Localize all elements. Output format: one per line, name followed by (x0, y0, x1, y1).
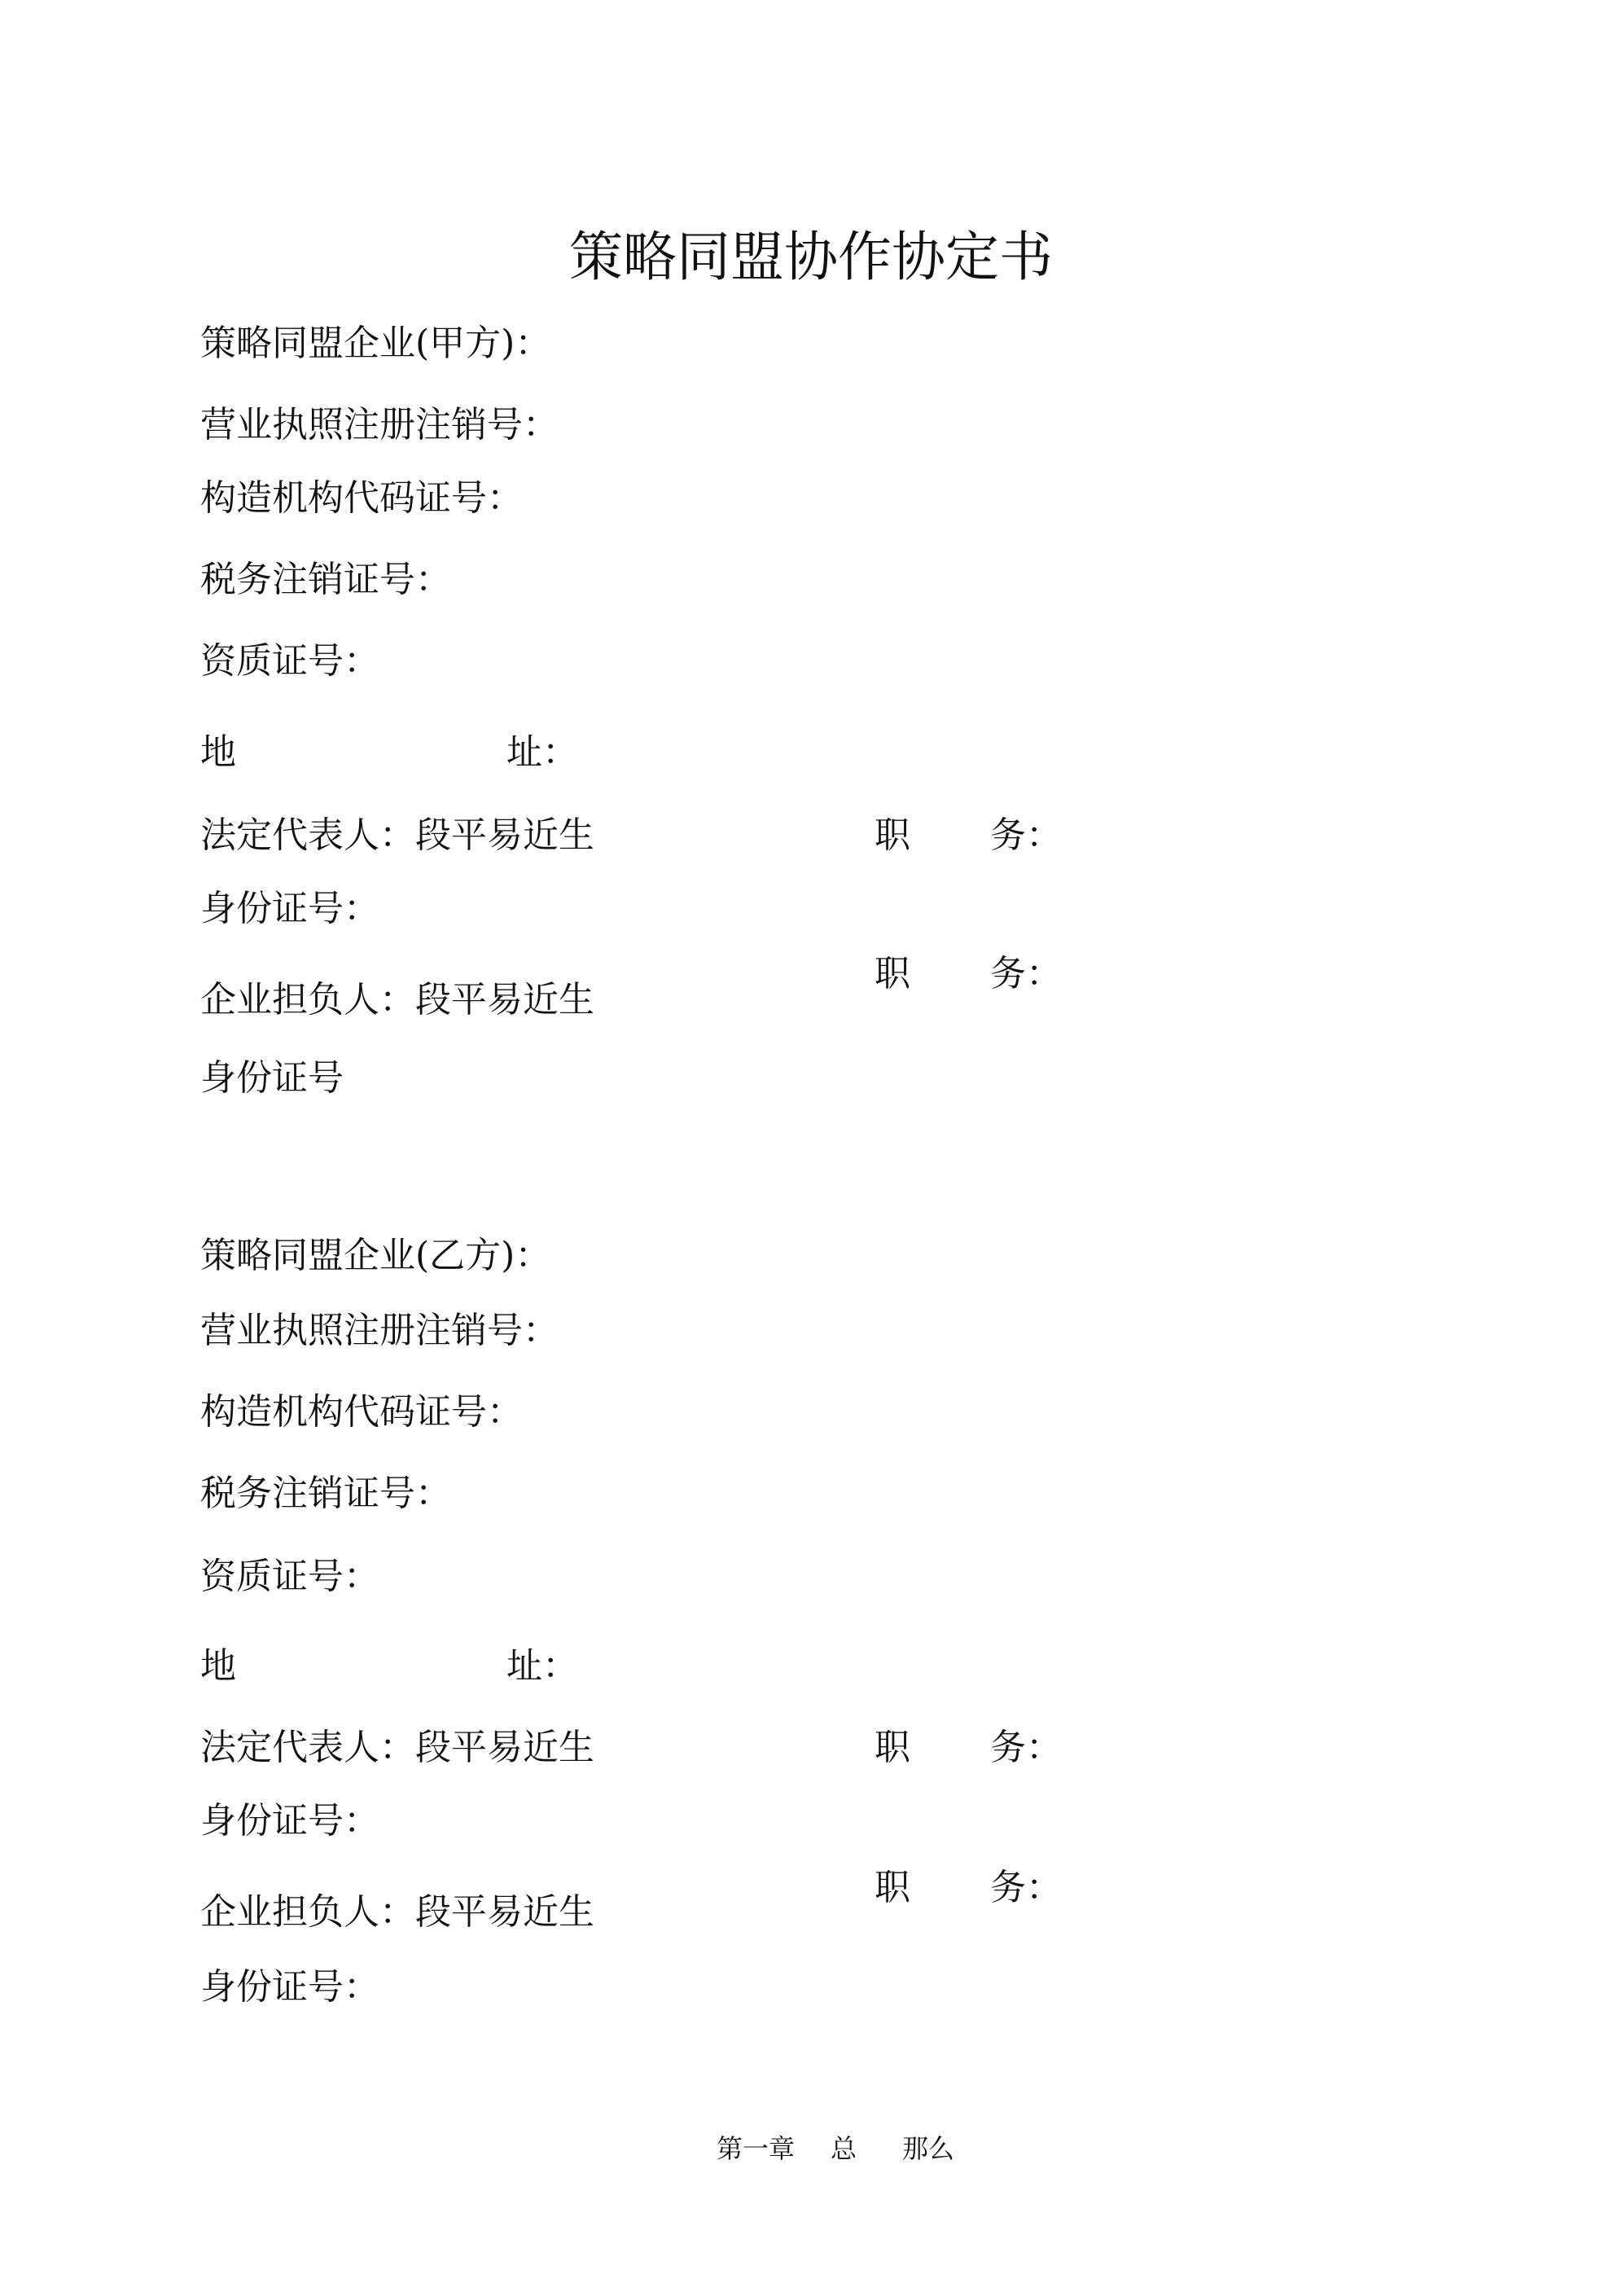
party-b-position2-label-end: 务： (990, 1867, 1062, 1908)
party-a-position-label-end: 务： (990, 814, 1062, 856)
party-a-position-label-start: 职 (875, 814, 910, 856)
party-a-org-code: 构造机构代码证号： (200, 477, 523, 519)
party-a-id-no-2: 身份证号 (200, 1057, 344, 1099)
party-a-position2-label-start: 职 (875, 953, 910, 994)
document-title: 策略同盟协作协定书 (569, 226, 1053, 288)
party-b-address-label-start: 地 (200, 1645, 236, 1687)
party-a-id-no: 身份证号： (200, 888, 379, 929)
party-a-heading: 策略同盟企业(甲方)： (200, 323, 551, 364)
party-b-id-no-2: 身份证号： (200, 1966, 379, 2008)
footer-general: 总 (831, 2133, 857, 2164)
party-b-person-in-charge: 企业担负人：段平易近生 (200, 1891, 594, 1933)
party-a-tax-no: 税务注销证号： (200, 559, 451, 600)
party-b-id-no: 身份证号： (200, 1800, 379, 1842)
party-b-position-label-start: 职 (875, 1727, 910, 1768)
party-b-license-no: 营业执照注册注销号： (200, 1310, 559, 1351)
footer-chapter: 第一章 (717, 2133, 796, 2164)
party-b-tax-no: 税务注销证号： (200, 1473, 451, 1514)
party-a-address-label-end: 址： (506, 731, 578, 773)
party-a-license-no: 营业执照注册注销号： (200, 404, 559, 446)
party-a-qualification-no: 资质证号： (200, 640, 379, 682)
party-b-heading: 策略同盟企业(乙方)： (200, 1235, 551, 1276)
party-b-legal-rep: 法定代表人：段平易近生 (200, 1727, 594, 1768)
party-a-position2-label-end: 务： (990, 953, 1062, 994)
party-b-position2-label-start: 职 (875, 1867, 910, 1908)
party-b-qualification-no: 资质证号： (200, 1556, 379, 1597)
party-a-legal-rep: 法定代表人：段平易近生 (200, 814, 594, 856)
party-a-address-label-start: 地 (200, 731, 236, 773)
party-b-position-label-end: 务： (990, 1727, 1062, 1768)
party-b-address-label-end: 址： (506, 1645, 578, 1687)
party-b-org-code: 构造机构代码证号： (200, 1391, 523, 1433)
party-a-person-in-charge: 企业担负人：段平易近生 (200, 979, 594, 1021)
footer-then: 那么 (902, 2133, 955, 2164)
